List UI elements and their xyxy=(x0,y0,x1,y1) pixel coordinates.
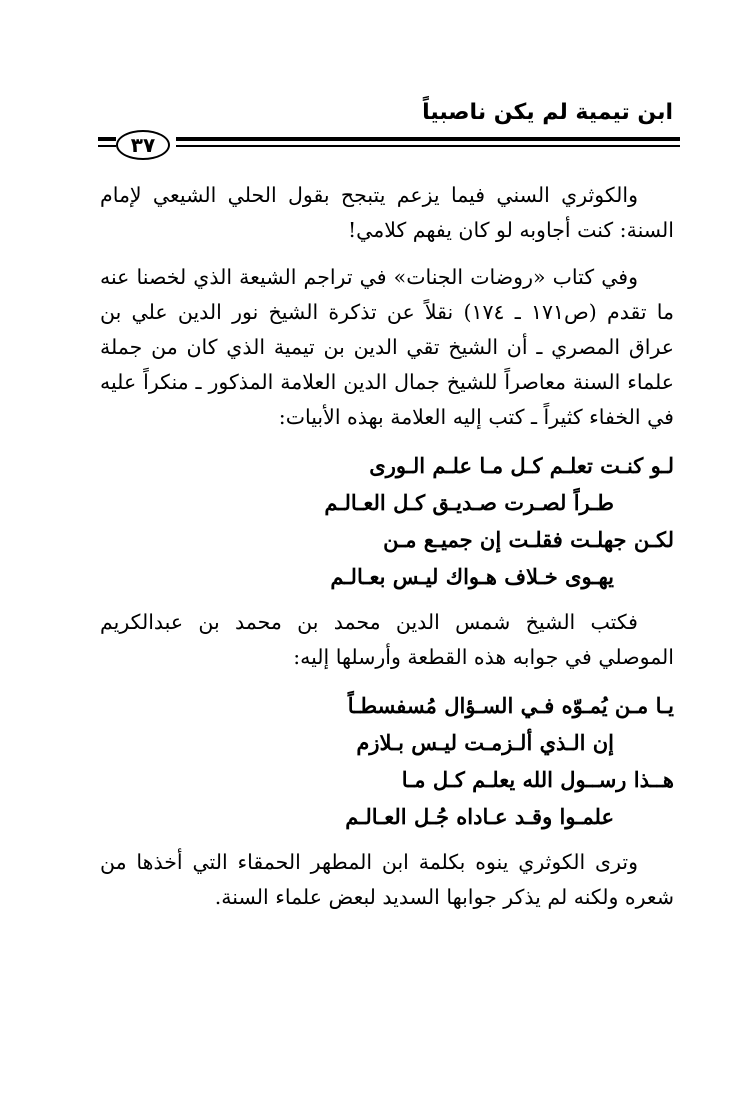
verse-line: يـا مـن يُمـوّه فـي السـؤال مُسفسطـاً xyxy=(347,693,674,718)
verse-line: هــذا رســول الله يعلـم كـل مـا xyxy=(401,767,674,792)
paragraph: والكوثري السني فيما يزعم يتبجح بقول الحلي الشيعي لإمام السنة: كنت أجاوبه لو كان يفهم كلامي! xyxy=(100,183,674,242)
poem xyxy=(100,687,674,835)
page-number: ٣٧ xyxy=(116,130,170,160)
paragraph: فكتب الشيخ شمس الدين محمد بن محمد بن عبدالكريم الموصلي في جوابه هذه القطعة وأرسلها إليه: xyxy=(100,610,674,669)
header-rule-line xyxy=(176,137,680,141)
verse-line: لـو كنـت تعلـم كـل مـا علـم الـورى xyxy=(369,453,674,478)
header-rule-line xyxy=(98,145,116,147)
page-body xyxy=(100,178,674,927)
paragraph: وترى الكوثري ينوه بكلمة ابن المطهر الحمقاء التي أخذها من شعره ولكنه لم يذكر جوابها السديد لبعض علماء السنة. xyxy=(100,850,674,909)
verse-line: طـراً لصـرت صـديـق كـل العـالـم xyxy=(324,490,614,515)
verse-line: يهـوى خـلاف هـواك ليـس بعـالـم xyxy=(330,564,614,589)
poem xyxy=(100,447,674,595)
paragraph: وفي كتاب «روضات الجنات» في تراجم الشيعة الذي لخصنا عنه ما تقدم (ص١٧١ ـ ١٧٤) نقلاً عن تذكرة الشيخ نور الدين علي بن عراق المصري ـ أن الشيخ تقي الدين بن تيمية الذي كان من جملة علماء السنة معاصراً للشيخ جمال الدين العلامة المذكور ـ منكراً عليه في الخفاء كثيراً ـ كتب إليه العلامة بهذه الأبيات: xyxy=(100,265,674,429)
verse-line: علمـوا وقـد عـاداه جُـل العـالـم xyxy=(345,804,614,829)
header-rule xyxy=(98,128,680,162)
running-title: ابن تيمية لم يكن ناصبياً xyxy=(422,100,673,125)
header-rule-line xyxy=(98,137,116,141)
verse-line: إن الـذي ألـزمـت ليـس بـلازم xyxy=(356,730,614,755)
verse-line: لكـن جهلـت فقلـت إن جميـع مـن xyxy=(383,527,674,552)
header-rule-line xyxy=(176,145,680,147)
